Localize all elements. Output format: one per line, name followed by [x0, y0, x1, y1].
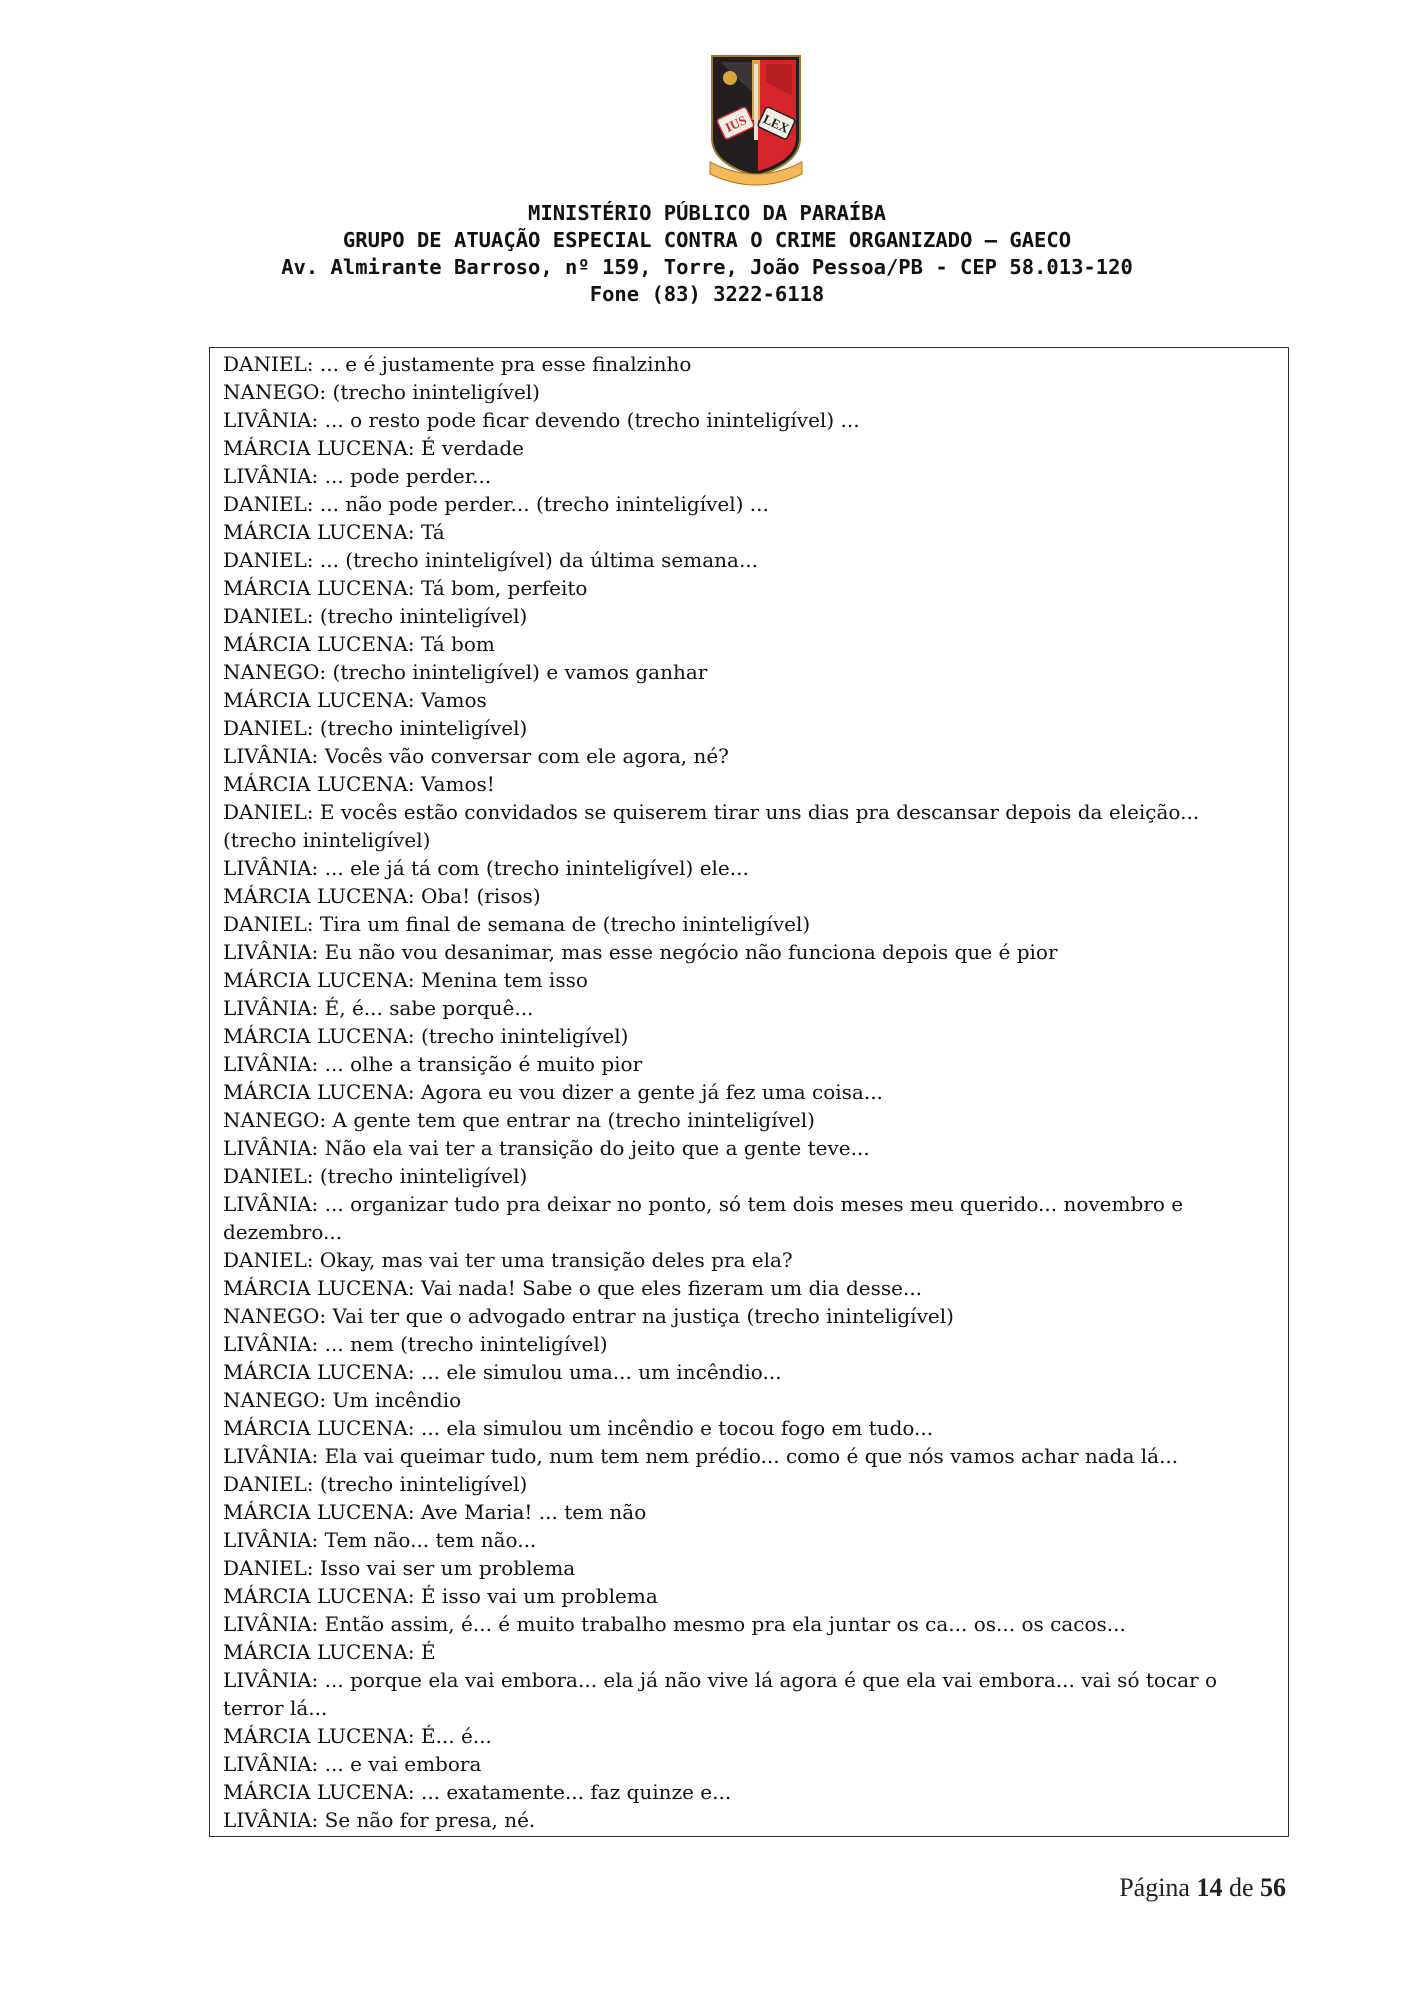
transcript-line: MÁRCIA LUCENA: É: [223, 1640, 436, 1664]
transcript-line: MÁRCIA LUCENA: É verdade: [223, 436, 524, 460]
transcript-line: MÁRCIA LUCENA: Vamos: [223, 688, 487, 712]
logo-right-text: LEX: [760, 111, 792, 136]
transcript-line: MÁRCIA LUCENA: É isso vai um problema: [223, 1584, 658, 1608]
transcript-box: [209, 347, 1289, 1837]
transcript-line: LIVÂNIA: Se não for presa, né.: [223, 1808, 536, 1832]
gaeco-emblem-logo: [706, 52, 806, 192]
transcript-line: DANIEL: Tira um final de semana de (trecho ininteligível): [223, 912, 811, 936]
transcript-line: MÁRCIA LUCENA: É... é...: [223, 1724, 492, 1748]
transcript-line: LIVÂNIA: ... pode perder...: [223, 464, 492, 488]
transcript-line: LIVÂNIA: Ela vai queimar tudo, num tem nem prédio... como é que nós vamos achar nada lá...: [223, 1444, 1179, 1468]
transcript-line: NANEGO: Um incêndio: [223, 1388, 462, 1412]
transcript-line: NANEGO: (trecho ininteligível) e vamos ganhar: [223, 660, 708, 684]
transcript-line: MÁRCIA LUCENA: Oba! (risos): [223, 884, 541, 908]
transcript-line: MÁRCIA LUCENA: Tá bom, perfeito: [223, 576, 588, 600]
transcript-line: DANIEL: (trecho ininteligível): [223, 716, 528, 740]
transcript-line: DANIEL: (trecho ininteligível): [223, 1472, 528, 1496]
header-phone: Fone (83) 3222-6118: [589, 282, 825, 306]
transcript-line: LIVÂNIA: Vocês vão conversar com ele agora, né?: [223, 744, 729, 768]
transcript-line: LIVÂNIA: Não ela vai ter a transição do jeito que a gente teve...: [223, 1136, 870, 1160]
transcript-line: MÁRCIA LUCENA: ... exatamente... faz quinze e...: [223, 1780, 732, 1804]
transcript-line: LIVÂNIA: ... o resto pode ficar devendo (trecho ininteligível) ...: [223, 408, 860, 432]
header-group-name: GRUPO DE ATUAÇÃO ESPECIAL CONTRA O CRIME ORGANIZADO – GAECO: [342, 228, 1072, 252]
transcript-line: MÁRCIA LUCENA: Menina tem isso: [223, 968, 588, 992]
transcript-lines: [223, 348, 1274, 1834]
transcript-line: DANIEL: (trecho ininteligível): [223, 604, 528, 628]
page-label: Página: [1119, 1873, 1190, 1902]
transcript-line: LIVÂNIA: Tem não... tem não...: [223, 1528, 537, 1552]
logo-left-text: IUS: [722, 112, 749, 135]
transcript-line: LIVÂNIA: ... organizar tudo pra deixar no ponto, só tem dois meses meu querido... novembro e dezembro...: [223, 1192, 1184, 1244]
transcript-line: LIVÂNIA: Eu não vou desanimar, mas esse negócio não funciona depois que é pior: [223, 940, 1058, 964]
transcript-line: LIVÂNIA: ... nem (trecho ininteligível): [223, 1332, 608, 1356]
institution-header: [0, 200, 1414, 308]
transcript-line: DANIEL: ... não pode perder... (trecho ininteligível) ...: [223, 492, 769, 516]
transcript-line: LIVÂNIA: ... ele já tá com (trecho ininteligível) ele...: [223, 856, 749, 880]
transcript-line: DANIEL: E vocês estão convidados se quiserem tirar uns dias pra descansar depois da eleição... (trecho ininteligível): [223, 800, 1200, 852]
transcript-line: MÁRCIA LUCENA: ... ele simulou uma... um incêndio...: [223, 1360, 782, 1384]
transcript-line: MÁRCIA LUCENA: Agora eu vou dizer a gente já fez uma coisa...: [223, 1080, 883, 1104]
page-number-footer: [1119, 1873, 1286, 1903]
transcript-line: LIVÂNIA: Então assim, é... é muito trabalho mesmo pra ela juntar os ca... os... os cacos...: [223, 1612, 1126, 1636]
of-label: de: [1228, 1873, 1254, 1902]
transcript-line: NANEGO: (trecho ininteligível): [223, 380, 540, 404]
transcript-line: MÁRCIA LUCENA: Vamos!: [223, 772, 495, 796]
transcript-line: DANIEL: ... (trecho ininteligível) da última semana...: [223, 548, 759, 572]
total-pages: 56: [1260, 1873, 1286, 1902]
transcript-line: MÁRCIA LUCENA: Vai nada! Sabe o que eles fizeram um dia desse...: [223, 1276, 923, 1300]
page-number: 14: [1196, 1873, 1223, 1902]
transcript-line: LIVÂNIA: ... olhe a transição é muito pior: [223, 1052, 643, 1076]
transcript-line: LIVÂNIA: ... e vai embora: [223, 1752, 482, 1776]
transcript-line: NANEGO: A gente tem que entrar na (trecho ininteligível): [223, 1108, 815, 1132]
transcript-line: LIVÂNIA: ... porque ela vai embora... ela já não vive lá agora é que ela vai embora... vai só tocar o terror lá...: [223, 1668, 1218, 1720]
transcript-line: DANIEL: (trecho ininteligível): [223, 1164, 528, 1188]
transcript-line: NANEGO: Vai ter que o advogado entrar na justiça (trecho ininteligível): [223, 1304, 954, 1328]
transcript-line: MÁRCIA LUCENA: Ave Maria! ... tem não: [223, 1500, 647, 1524]
transcript-line: MÁRCIA LUCENA: Tá: [223, 520, 445, 544]
transcript-line: MÁRCIA LUCENA: (trecho ininteligível): [223, 1024, 629, 1048]
transcript-line: LIVÂNIA: É, é... sabe porquê...: [223, 996, 534, 1020]
header-address: Av. Almirante Barroso, nº 159, Torre, João Pessoa/PB - CEP 58.013-120: [281, 255, 1133, 279]
transcript-line: DANIEL: ... e é justamente pra esse finalzinho: [223, 352, 692, 376]
transcript-line: DANIEL: Okay, mas vai ter uma transição deles pra ela?: [223, 1248, 793, 1272]
header-institution-name: MINISTÉRIO PÚBLICO DA PARAÍBA: [528, 201, 886, 225]
transcript-line: MÁRCIA LUCENA: ... ela simulou um incêndio e tocou fogo em tudo...: [223, 1416, 934, 1440]
transcript-line: DANIEL: Isso vai ser um problema: [223, 1556, 576, 1580]
transcript-line: MÁRCIA LUCENA: Tá bom: [223, 632, 495, 656]
